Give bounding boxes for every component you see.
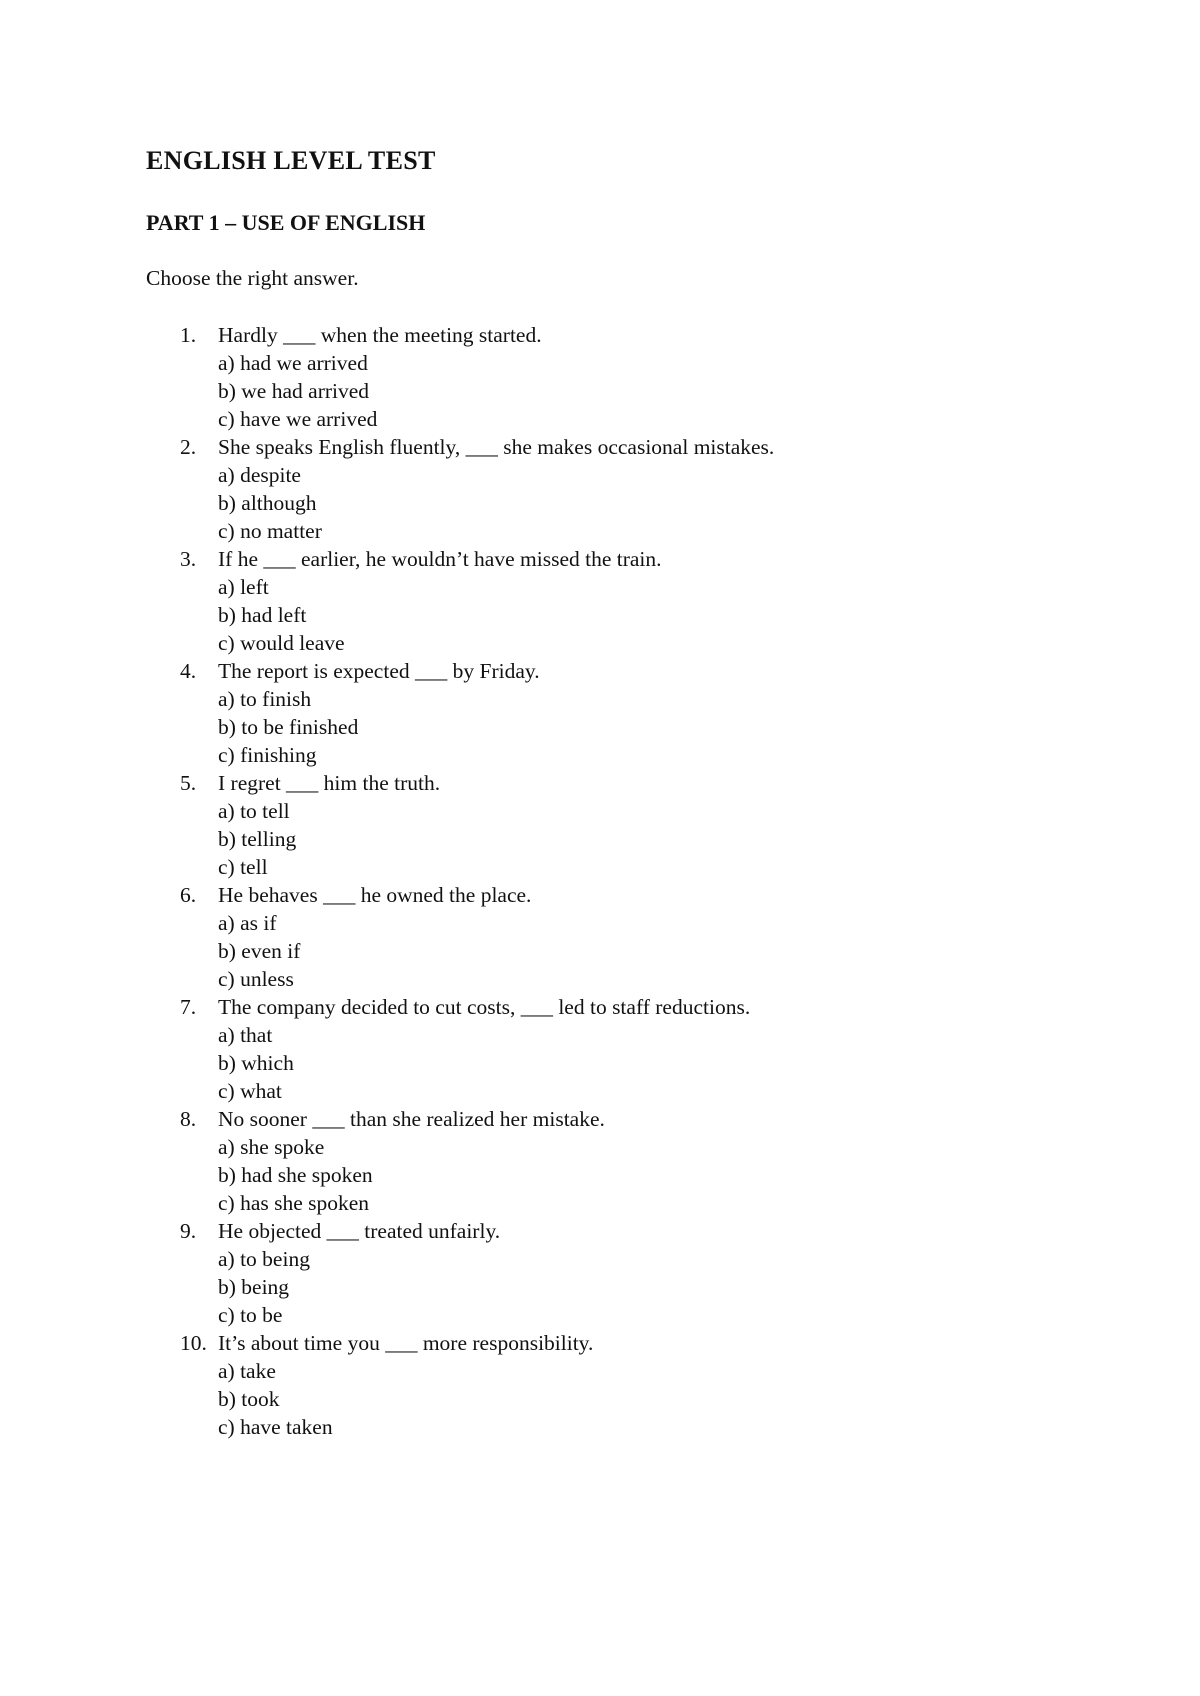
answer-option-line <box>0 461 1200 489</box>
answer-option: b) even if <box>218 939 301 963</box>
answer-option-line <box>0 713 1200 741</box>
answer-option: a) that <box>218 1023 273 1047</box>
question-number: 6. <box>180 883 197 907</box>
question-number: 1. <box>180 323 197 347</box>
answer-option-line <box>0 1189 1200 1217</box>
answer-option: b) which <box>218 1051 294 1075</box>
answer-option-line <box>0 937 1200 965</box>
answer-option: c) to be <box>218 1303 283 1327</box>
answer-option: b) being <box>218 1275 290 1299</box>
question-text: It’s about time you ___ more responsibility. <box>218 1331 594 1355</box>
question-item <box>0 545 1200 657</box>
question-stem <box>0 1217 1200 1245</box>
answer-option: c) no matter <box>218 519 322 543</box>
answer-option-line <box>0 573 1200 601</box>
answer-option-line <box>0 1049 1200 1077</box>
answer-option: a) to being <box>218 1247 310 1271</box>
answer-option: c) have we arrived <box>218 407 378 431</box>
answer-option-line <box>0 1413 1200 1441</box>
answer-option: a) as if <box>218 911 277 935</box>
question-number: 3. <box>180 547 197 571</box>
answer-option: c) would leave <box>218 631 345 655</box>
question-number: 5. <box>180 771 197 795</box>
answer-option: a) despite <box>218 463 301 487</box>
answer-option: b) to be finished <box>218 715 359 739</box>
answer-option-line <box>0 629 1200 657</box>
question-item <box>0 993 1200 1105</box>
answer-option: c) finishing <box>218 743 317 767</box>
question-item <box>0 1329 1200 1441</box>
question-number: 2. <box>180 435 197 459</box>
answer-option: a) left <box>218 575 269 599</box>
instruction-text: Choose the right answer. <box>146 266 359 290</box>
answer-option: c) have taken <box>218 1415 333 1439</box>
question-stem <box>0 657 1200 685</box>
question-stem <box>0 881 1200 909</box>
question-number: 8. <box>180 1107 197 1131</box>
answer-option: c) tell <box>218 855 268 879</box>
answer-option: b) although <box>218 491 317 515</box>
question-item <box>0 321 1200 433</box>
answer-option-line <box>0 377 1200 405</box>
answer-option-line <box>0 685 1200 713</box>
answer-option-line <box>0 1385 1200 1413</box>
answer-option: b) we had arrived <box>218 379 370 403</box>
question-item <box>0 1217 1200 1329</box>
answer-option-line <box>0 909 1200 937</box>
answer-option-line <box>0 1357 1200 1385</box>
question-text: Hardly ___ when the meeting started. <box>218 323 542 347</box>
question-stem <box>0 993 1200 1021</box>
answer-option-line <box>0 1161 1200 1189</box>
answer-option-line <box>0 853 1200 881</box>
question-list <box>0 321 1200 1441</box>
question-stem <box>0 433 1200 461</box>
answer-option-line <box>0 1133 1200 1161</box>
answer-option-line <box>0 965 1200 993</box>
question-text: No sooner ___ than she realized her mistake. <box>218 1107 605 1131</box>
question-text: He behaves ___ he owned the place. <box>218 883 532 907</box>
answer-option: b) had she spoken <box>218 1163 373 1187</box>
question-text: The company decided to cut costs, ___ led to staff reductions. <box>218 995 751 1019</box>
question-stem <box>0 1105 1200 1133</box>
question-text: She speaks English fluently, ___ she makes occasional mistakes. <box>218 435 775 459</box>
question-text: If he ___ earlier, he wouldn’t have missed the train. <box>218 547 662 571</box>
question-item <box>0 881 1200 993</box>
question-item <box>0 657 1200 769</box>
answer-option: b) had left <box>218 603 307 627</box>
question-number: 7. <box>180 995 197 1019</box>
answer-option-line <box>0 405 1200 433</box>
answer-option: a) to tell <box>218 799 290 823</box>
answer-option-line <box>0 741 1200 769</box>
question-text: The report is expected ___ by Friday. <box>218 659 540 683</box>
answer-option-line <box>0 1245 1200 1273</box>
question-stem <box>0 769 1200 797</box>
part-title: PART 1 – USE OF ENGLISH <box>146 210 426 235</box>
document-title: ENGLISH LEVEL TEST <box>146 146 436 175</box>
question-item <box>0 769 1200 881</box>
answer-option: a) she spoke <box>218 1135 325 1159</box>
answer-option: a) had we arrived <box>218 351 368 375</box>
question-stem <box>0 321 1200 349</box>
question-item <box>0 1105 1200 1217</box>
answer-option: b) telling <box>218 827 297 851</box>
answer-option-line <box>0 797 1200 825</box>
answer-option-line <box>0 601 1200 629</box>
question-stem <box>0 545 1200 573</box>
answer-option: c) what <box>218 1079 282 1103</box>
answer-option-line <box>0 1301 1200 1329</box>
answer-option-line <box>0 1077 1200 1105</box>
answer-option-line <box>0 517 1200 545</box>
question-stem <box>0 1329 1200 1357</box>
answer-option: b) took <box>218 1387 280 1411</box>
answer-option-line <box>0 1021 1200 1049</box>
answer-option: c) has she spoken <box>218 1191 370 1215</box>
answer-option-line <box>0 1273 1200 1301</box>
answer-option: a) to finish <box>218 687 312 711</box>
question-text: He objected ___ treated unfairly. <box>218 1219 501 1243</box>
answer-option: c) unless <box>218 967 294 991</box>
question-number: 9. <box>180 1219 197 1243</box>
question-number: 10. <box>180 1331 207 1355</box>
question-text: I regret ___ him the truth. <box>218 771 441 795</box>
answer-option-line <box>0 349 1200 377</box>
answer-option: a) take <box>218 1359 276 1383</box>
question-number: 4. <box>180 659 197 683</box>
answer-option-line <box>0 825 1200 853</box>
question-item <box>0 433 1200 545</box>
answer-option-line <box>0 489 1200 517</box>
